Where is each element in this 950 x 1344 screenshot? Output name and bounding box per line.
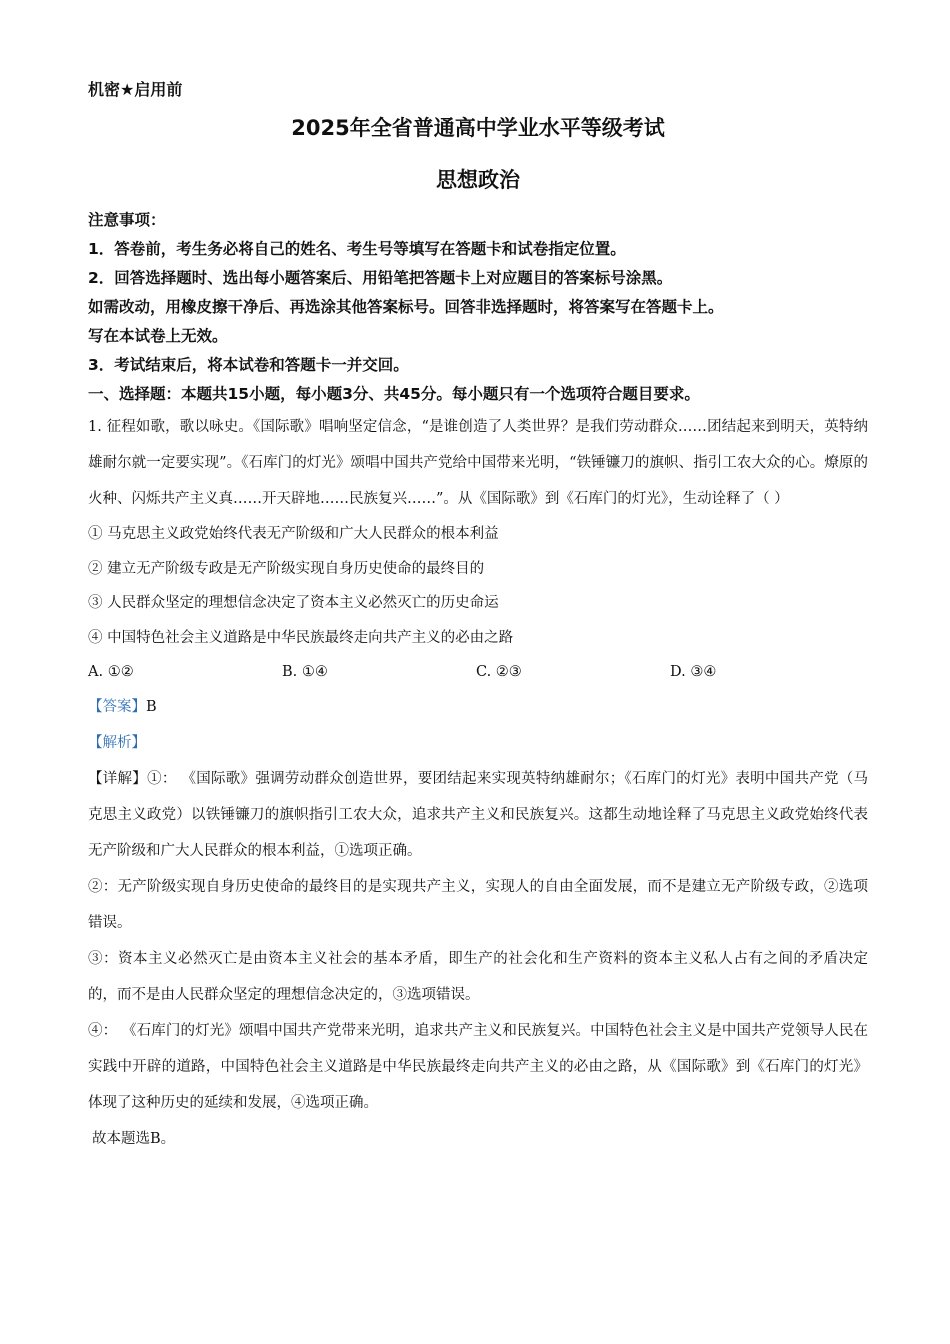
analysis-paragraph: ②：无产阶级实现自身历史使命的最终目的是实现共产主义，实现人的自由全面发展，而不是建立无产阶级专政，②选项错误。 [88, 879, 868, 931]
answer-line [88, 689, 868, 725]
choice-b: B. ①④ [282, 664, 328, 680]
choice-c: C. ②③ [476, 664, 522, 680]
answer-label: 【答案】 [88, 699, 146, 715]
analysis-label: 【解析】 [88, 735, 146, 751]
section-heading: 一、选择题：本题共15小题，每小题3分、共45分。每小题只有一个选项符合题目要求。 [88, 385, 700, 403]
analysis-text: ①： 《国际歌》强调劳动群众创造世界，要团结起来实现英特纳雄耐尔；《石库门的灯光》表明中国共产党（马克思主义政党）以铁锤镰刀的旗帜指引工农大众，追求共产主义和民族复兴。这都生动地诠释了马克思主义政党始终代表无产阶级和广大人民群众的根本利益，①选项正确。 [88, 771, 869, 859]
analysis-paragraph: ④： 《石库门的灯光》颂唱中国共产党带来光明，追求共产主义和民族复兴。中国特色社会主义是中国共产党领导人民在实践中开辟的道路，中国特色社会主义道路是中华民族最终走向共产主义的必由之路，从《国际歌》到《石库门的灯光》体现了这种历史的延续和发展，④选项正确。 [88, 1023, 868, 1111]
notice-heading: 注意事项： [88, 211, 166, 229]
notice-item: 3．考试结束后，将本试卷和答题卡一并交回。 [88, 356, 409, 374]
notice-item: 如需改动，用橡皮擦干净后、再选涂其他答案标号。回答非选择题时，将答案写在答题卡上。 [88, 298, 724, 316]
detail-label: 【详解】 [88, 771, 148, 787]
analysis-paragraph: ③：资本主义必然灭亡是由资本主义社会的基本矛盾，即生产的社会化和生产资料的资本主义私人占有之间的矛盾决定的，而不是由人民群众坚定的理想信念决定的，③选项错误。 [88, 951, 868, 1003]
question-option: ① 马克思主义政党始终代表无产阶级和广大人民群众的根本利益 [88, 526, 499, 542]
question-option: ④ 中国特色社会主义道路是中华民族最终走向共产主义的必由之路 [88, 629, 514, 646]
question-option: ② 建立无产阶级专政是无产阶级实现自身历史使命的最终目的 [88, 560, 485, 577]
exam-title: 2025年全省普通高中学业水平等级考试 [291, 116, 665, 140]
notice-item: 2．回答选择题时、选出每小题答案后、用铅笔把答题卡上对应题目的答案标号涂黑。 [88, 269, 673, 287]
choice-a: A. ①② [88, 664, 134, 680]
answer-value: B [146, 699, 157, 715]
analysis-conclusion: 故本题选B。 [92, 1131, 176, 1147]
notice-item: 1．答卷前，考生务必将自己的姓名、考生号等填写在答题卡和试卷指定位置。 [88, 240, 626, 258]
notice-block [88, 206, 868, 409]
question-option: ③ 人民群众坚定的理想信念决定了资本主义必然灭亡的历史命运 [88, 595, 499, 611]
analysis-paragraph [88, 761, 868, 869]
confidential-mark: 机密★启用前 [88, 80, 183, 99]
notice-item: 写在本试卷上无效。 [88, 327, 228, 345]
answer-choices [88, 655, 868, 689]
document-page [88, 78, 868, 1157]
choice-d: D. ③④ [670, 664, 717, 680]
question-1 [88, 409, 868, 689]
subject-title: 思想政治 [436, 168, 520, 192]
question-stem: 1. 征程如歌，歌以咏史。《国际歌》唱响坚定信念，“是谁创造了人类世界？是我们劳动群众……团结起来到明天，英特纳雄耐尔就一定要实现”。《石库门的灯光》颂唱中国共产党给中国带来光明，“铁锤镰刀的旗帜、指引工农大众的心。燎原的火种、闪烁共产主义真……开天辟地……民族复兴……”。从《国际歌》到《石库门的灯光》，生动诠释了（ ） [88, 419, 868, 507]
